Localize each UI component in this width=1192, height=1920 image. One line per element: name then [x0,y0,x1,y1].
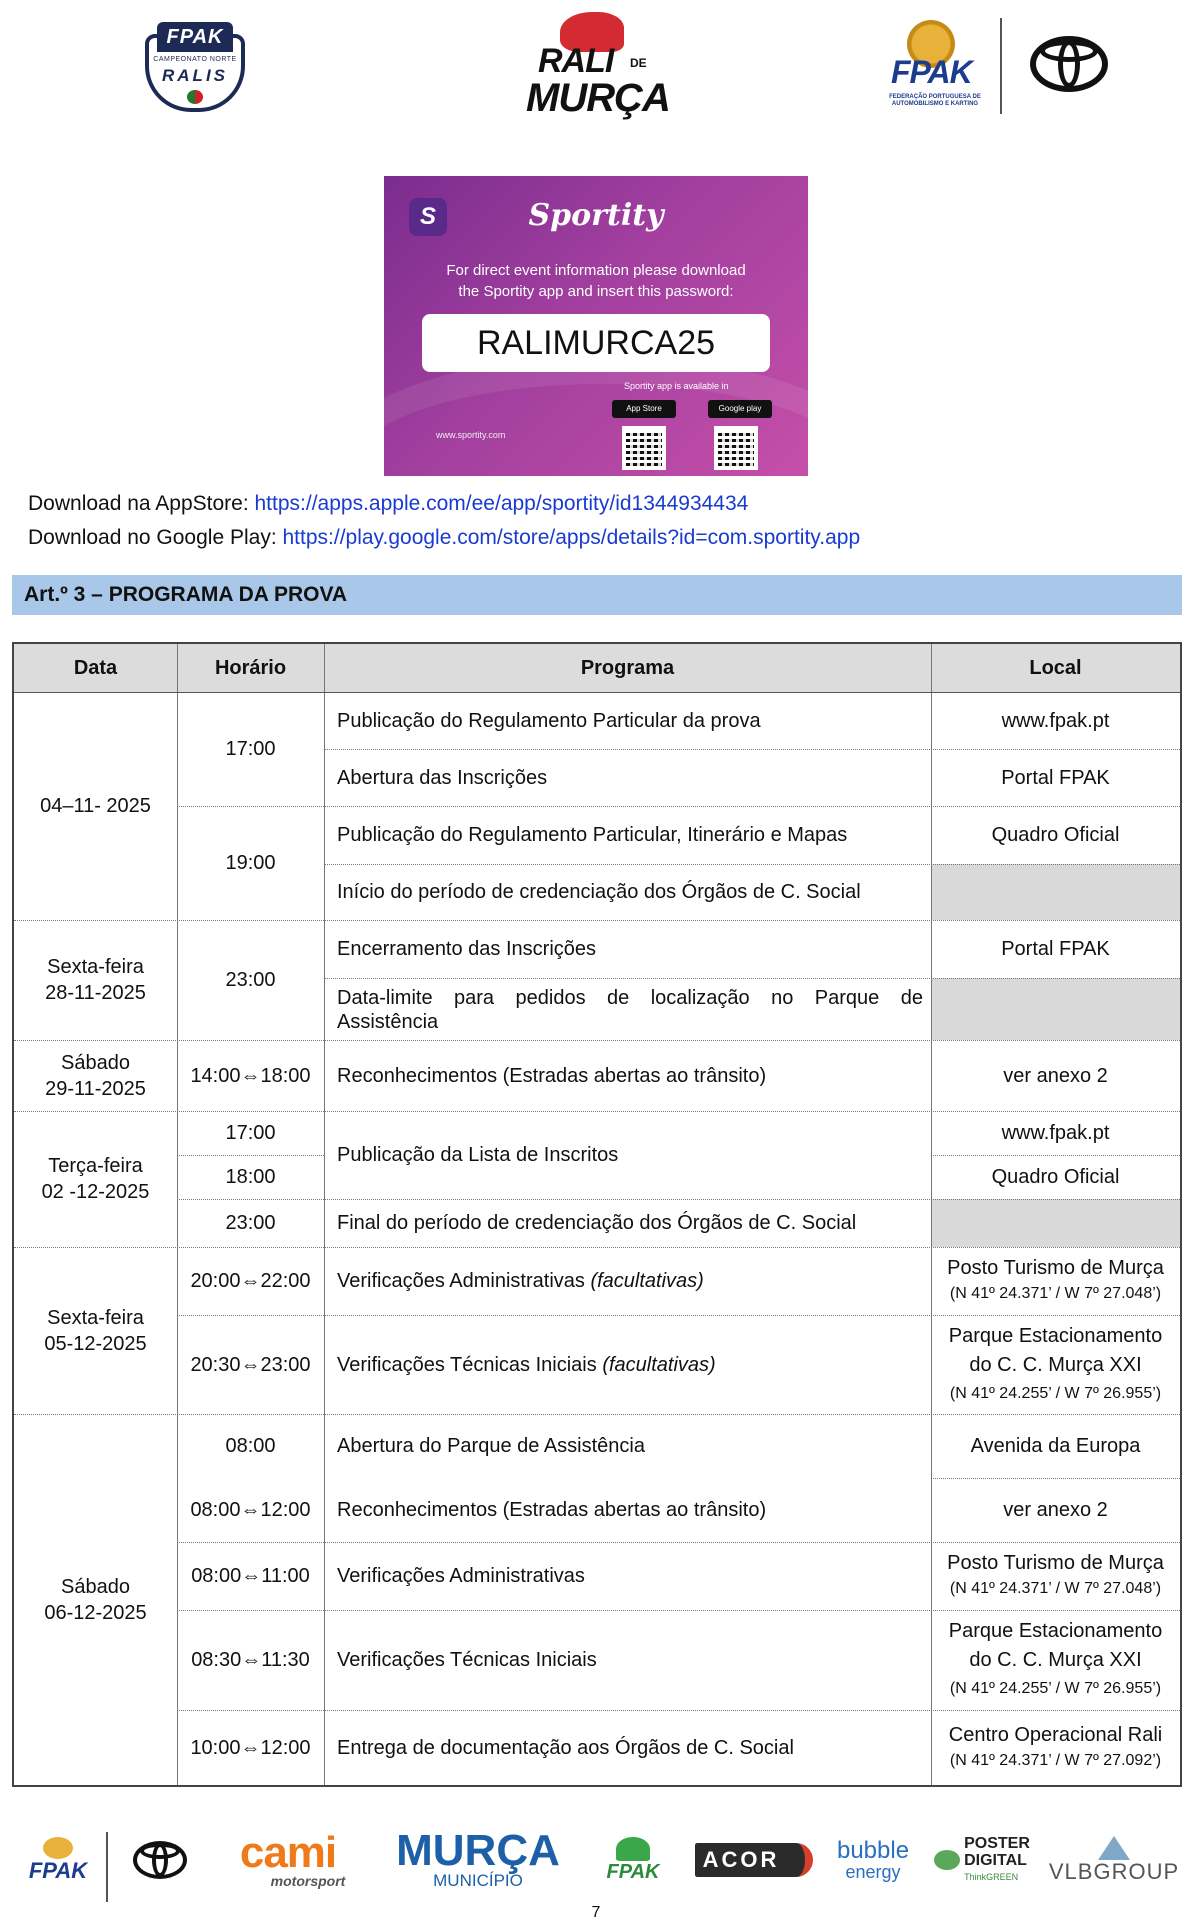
column-divider [931,644,932,1785]
time-cell: 19:00 [225,852,276,874]
footer-fpak2-word: FPAK [606,1861,660,1883]
date-value: 02 -12-2025 [41,1181,150,1203]
bubble-sub: energy [845,1862,901,1882]
sportity-info-line2: the Sportity app and insert this password: [458,283,734,300]
sportity-info [414,260,778,302]
row-divider [14,920,1180,921]
app-store-badge[interactable]: App Store [612,400,676,418]
rali-de-murca-logo [520,12,680,122]
local-line: Posto Turismo de Murça [947,1552,1164,1574]
time-cell: 23:00 [225,969,276,991]
local-cell [931,1610,1180,1710]
bubble-word: bubble [836,1837,910,1864]
fpak-subtitle: FEDERAÇÃO PORTUGUESA DE AUTOMOBILISMO E KARTING [889,94,981,107]
date-cell: 04–11- 2025 [40,795,151,817]
footer-murca-logo [388,1826,568,1890]
local-line: do C. C. Murça XXI [969,1649,1142,1671]
empty-local-cell [931,978,1180,1040]
local-line: Parque Estacionamento [948,1620,1163,1642]
local-coordinates: (N 41º 24.255’ / W 7º 26.955’) [949,1680,1162,1697]
murca-sub: MUNICÍPIO [433,1871,523,1890]
fpak-federation-logo [885,16,985,116]
vlb-word: VLBGROUP [1048,1859,1180,1884]
appstore-download-line [28,492,748,516]
appstore-label: Download na AppStore: [28,492,255,515]
poster-word: POSTER [964,1834,1030,1852]
rali-logo-line2: MURÇA [526,76,670,120]
empty-local-cell [931,1199,1180,1247]
sportity-site: www.sportity.com [436,430,506,440]
row-divider [324,978,1180,979]
logo-divider [1000,18,1002,114]
time-cell: 14:00⇔18:00 [190,1064,311,1087]
row-divider [324,864,1180,865]
time-cell: 08:30⇔11:30 [191,1649,310,1671]
program-table [12,642,1182,1787]
date-weekday: Sexta-feira [47,1306,144,1329]
header-local: Local [931,644,1180,692]
program-cell: Reconhecimentos (Estradas abertas ao trânsito) [337,1064,767,1087]
leaf-icon [934,1850,960,1870]
local-cell: Portal FPAK [1001,766,1110,789]
fpak-emblem-icon [43,1837,73,1859]
sportity-app-icon: S [409,198,447,236]
date-cell [14,1111,177,1247]
row-divider [14,1040,1180,1041]
appstore-link[interactable]: https://apps.apple.com/ee/app/sportity/id1344934434 [254,492,749,515]
footer-poster-digital-logo [932,1830,1032,1890]
toyota-logo-icon [1030,36,1108,92]
time-cell: 08:00⇔12:00 [190,1499,311,1521]
local-cell [931,1247,1180,1315]
cami-word: cami [239,1828,337,1877]
fpak-word: FPAK [891,54,972,90]
footer-acor-logo [694,1830,814,1890]
program-text-line: Data-limite para pedidos de localização no Parque de [337,987,923,1009]
local-cell [931,1315,1180,1414]
local-line: Parque Estacionamento [948,1324,1163,1347]
row-divider [14,1247,1180,1248]
date-cell [14,920,177,1040]
program-cell [324,1315,931,1414]
local-line: do C. C. Murça XXI [969,1353,1142,1376]
sportity-card [384,176,808,476]
program-cell: Abertura das Inscrições [337,766,548,789]
row-divider [14,692,1180,693]
row-divider [177,1155,324,1156]
program-note: (facultativas) [590,1270,704,1292]
footer-divider [106,1832,108,1902]
time-cell: 10:00⇔12:00 [190,1736,311,1759]
time-cell: 17:00 [225,1122,276,1144]
poster-sub: ThinkGREEN [964,1871,1019,1882]
section-heading [12,575,1182,615]
portugal-flag-icon [187,90,203,104]
row-divider [177,806,1180,807]
google-label: Download no Google Play: [28,526,283,549]
vlb-triangle-icon [1098,1836,1130,1860]
rali-logo-line1: RALI [538,42,614,80]
local-coordinates: (N 41º 24.255’ / W 7º 26.955’) [949,1384,1162,1402]
local-cell: www.fpak.pt [1001,1122,1110,1144]
sportity-password: RALIMURCA25 [422,314,770,372]
date-value: 05-12-2025 [44,1332,147,1355]
footer-fpak-word: FPAK [28,1858,88,1883]
footer-bubble-logo [838,1830,908,1890]
footer-vlb-logo [1048,1830,1180,1890]
digital-word: DIGITAL [964,1851,1027,1869]
program-cell: Verificações Técnicas Iniciais [337,1649,597,1671]
local-line: Posto Turismo de Murça [947,1257,1164,1279]
row-divider [324,749,1180,750]
local-cell: Avenida da Europa [970,1435,1141,1457]
row-divider [14,1111,1180,1112]
program-cell [324,1247,931,1315]
fpak-green-emblem-icon [616,1837,650,1861]
header-data: Data [14,644,177,692]
local-line: Centro Operacional Rali [948,1723,1163,1746]
toyota-logo-icon [133,1841,187,1879]
program-cell: Final do período de credenciação dos Órgãos de C. Social [337,1212,857,1234]
program-cell: Abertura do Parque de Assistência [337,1435,645,1457]
fpak-badge-ralis: RALIS [162,66,228,85]
local-coordinates: (N 41º 24.371’ / W 7º 27.092’) [949,1751,1162,1769]
time-cell: 17:00 [225,738,276,760]
time-cell: 20:30⇔23:00 [190,1353,311,1376]
program-cell: Encerramento das Inscrições [337,938,597,960]
program-text-line: Assistência [337,1011,439,1033]
date-cell [14,1040,177,1111]
program-cell: Entrega de documentação aos Órgãos de C. Social [337,1736,794,1759]
google-play-link[interactable]: https://play.google.com/store/apps/details?id=com.sportity.app [282,526,861,549]
time-cell: 08:00 [225,1435,276,1457]
program-cell: Publicação do Regulamento Particular da prova [337,709,761,732]
row-divider [14,1414,1180,1415]
row-divider [177,1199,1180,1200]
column-divider [324,644,325,1785]
sportity-available: Sportity app is available in [624,381,729,391]
date-cell [14,1414,177,1785]
rali-logo-de: DE [630,56,647,70]
fpak-badge-small: CAMPEONATO NORTE [153,56,237,63]
sportity-info-line1: For direct event information please download [446,262,746,279]
footer-cami-logo [218,1830,358,1890]
program-cell: Publicação da Lista de Inscritos [337,1144,619,1166]
page-number: 7 [591,1904,601,1920]
local-cell: Quadro Oficial [991,1166,1120,1188]
local-coordinates: (N 41º 24.371’ / W 7º 27.048’) [949,1580,1162,1597]
time-cell: 08:00⇔11:00 [191,1565,310,1587]
date-weekday: Sábado [61,1575,130,1598]
empty-local-cell [931,864,1180,920]
local-cell: ver anexo 2 [1003,1499,1108,1521]
local-cell: ver anexo 2 [1003,1064,1108,1087]
footer-toyota-logo [128,1830,192,1890]
time-cell: 20:00⇔22:00 [190,1270,311,1292]
footer-fpak-green-logo [598,1830,668,1890]
column-divider [177,644,178,1785]
local-cell [931,1710,1180,1785]
row-divider [177,1315,1180,1316]
qr-code-icon [714,426,758,470]
program-cell: Verificações Administrativas [337,1565,585,1587]
date-weekday: Terça-feira [48,1155,143,1177]
time-cell: 23:00 [225,1212,276,1234]
row-divider [177,1542,1180,1543]
fpak-badge-top: FPAK [157,22,233,52]
program-cell [324,978,931,1040]
sportity-brand: Sportity [528,198,664,233]
date-value: 06-12-2025 [44,1601,147,1624]
date-value: 29-11-2025 [45,1077,146,1100]
row-divider [177,1710,1180,1711]
program-text: Verificações Administrativas [337,1270,591,1292]
date-cell [14,1247,177,1414]
local-cell: Quadro Oficial [991,824,1120,846]
local-coordinates: (N 41º 24.371’ / W 7º 27.048’) [949,1285,1162,1302]
program-cell: Reconhecimentos (Estradas abertas ao trânsito) [337,1499,767,1521]
row-divider [931,1155,1180,1156]
header-horario: Horário [177,644,324,692]
time-cell: 18:00 [225,1166,276,1188]
row-divider [931,1478,1180,1479]
fpak-campeonato-norte-logo [135,14,255,114]
acor-word: ACOR [695,1843,814,1877]
local-cell [931,1542,1180,1610]
footer-fpak-logo [20,1830,96,1890]
google-play-badge[interactable]: Google play [708,400,772,418]
section-title: Art.º 3 – PROGRAMA DA PROVA [24,583,348,606]
date-weekday: Sexta-feira [47,956,144,978]
murca-word: MURÇA [396,1826,560,1875]
program-cell: Publicação do Regulamento Particular, Itinerário e Mapas [337,824,848,846]
row-divider [177,1610,1180,1611]
program-note: (facultativas) [602,1353,716,1376]
date-value: 28-11-2025 [45,982,146,1004]
local-cell: Portal FPAK [1001,938,1110,960]
date-weekday: Sábado [61,1051,130,1074]
google-download-line [28,526,860,550]
cami-sub: motorsport [270,1873,346,1889]
program-text: Verificações Técnicas Iniciais [337,1353,603,1376]
local-cell: www.fpak.pt [1001,709,1110,732]
qr-code-icon [622,426,666,470]
program-cell: Início do período de credenciação dos Órgãos de C. Social [337,881,861,903]
header-programa: Programa [324,644,931,692]
